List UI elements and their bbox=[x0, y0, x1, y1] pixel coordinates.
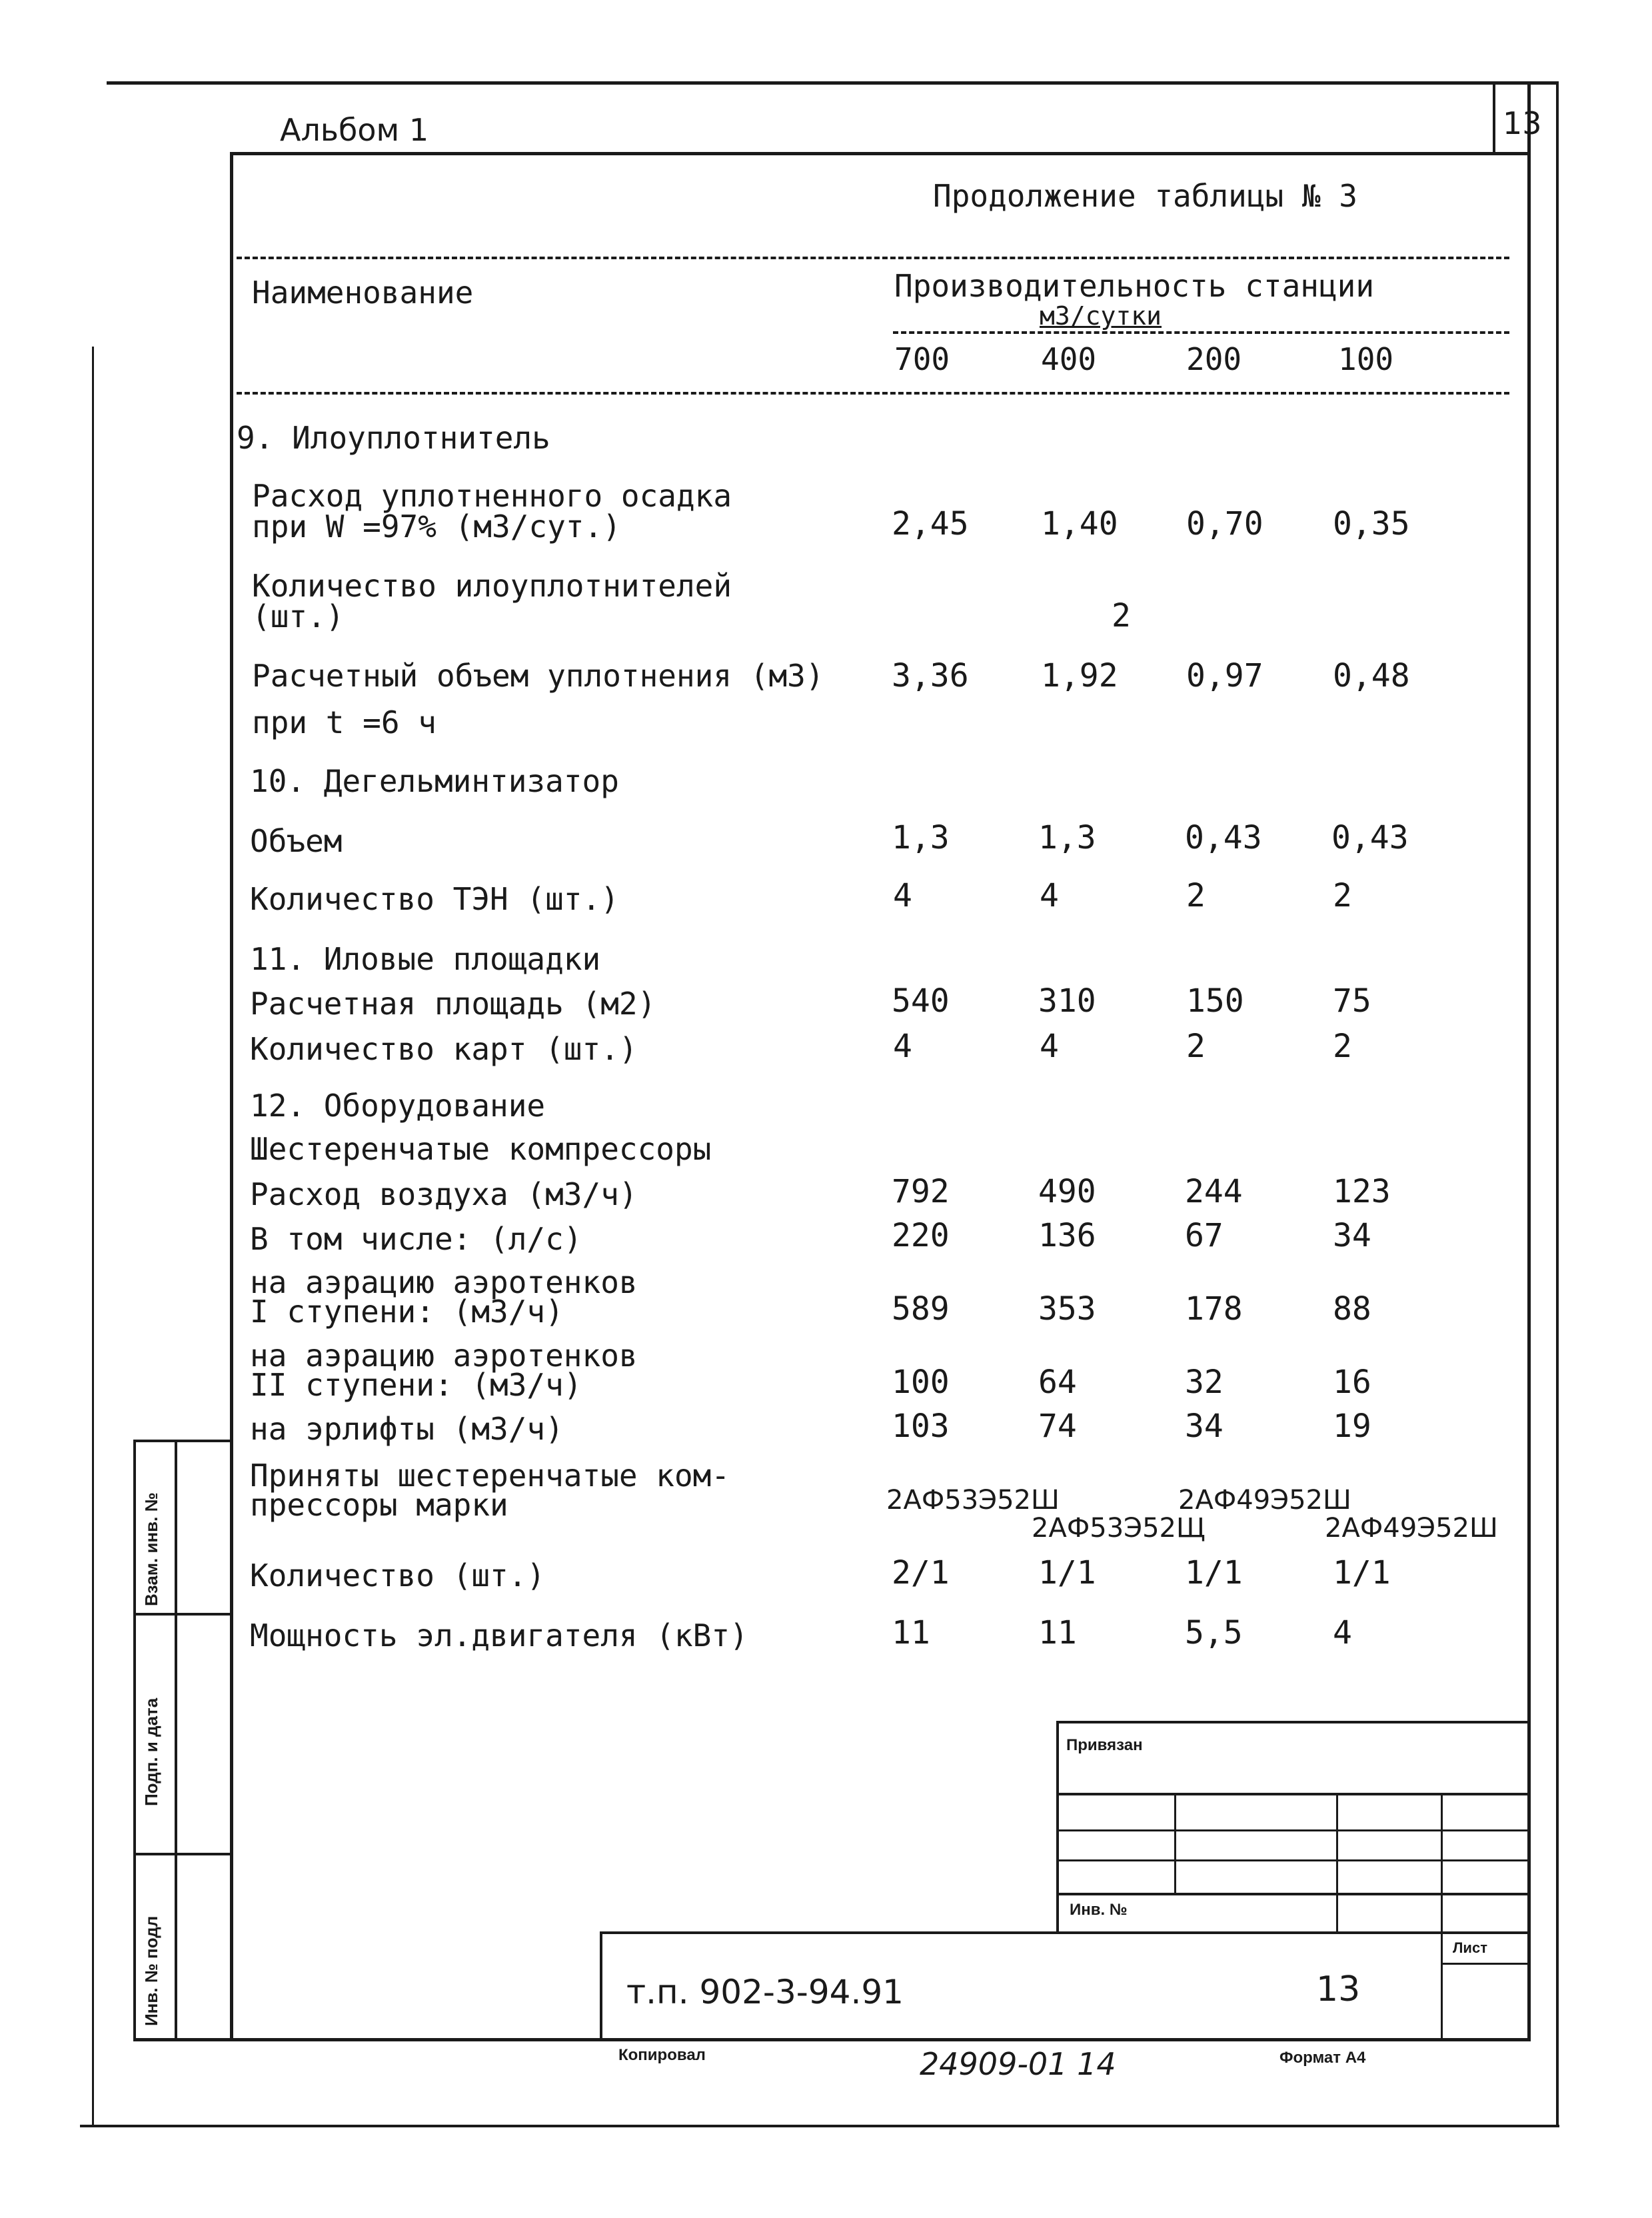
row-label: Расчетная площадь (м2) bbox=[250, 986, 656, 1022]
inner-top-border bbox=[230, 152, 1529, 155]
capacity-sub-dash bbox=[893, 331, 1509, 334]
compressor-model: 2АФ53Э52Щ bbox=[1032, 1513, 1206, 1544]
cell-value: 2 bbox=[1186, 1028, 1206, 1065]
cell-value: 4 bbox=[1333, 1614, 1352, 1652]
capacity-header-line2: м3/сутки bbox=[1040, 301, 1162, 331]
outer-top-border bbox=[107, 81, 1556, 85]
section-11-title: 11. Иловые площадки bbox=[250, 941, 601, 977]
stamp-col3 bbox=[1441, 1793, 1443, 2039]
cell-value: 1,3 bbox=[1038, 819, 1096, 856]
album-label: Альбом 1 bbox=[280, 112, 429, 148]
document-code: т.п. 902-3-94.91 bbox=[626, 1973, 904, 2011]
sidebar-inv-podl-label: Инв. № подл bbox=[141, 1915, 161, 2026]
cell-value: 103 bbox=[892, 1408, 950, 1445]
row-label: (шт.) bbox=[252, 598, 345, 634]
archive-number: 24909-01 14 bbox=[920, 2046, 1116, 2082]
row-label: на эрлифты (м3/ч) bbox=[250, 1411, 564, 1447]
table-continuation-title: Продолжение таблицы № 3 bbox=[933, 178, 1357, 214]
outer-right-border bbox=[1556, 81, 1559, 2127]
row-label: Количество илоуплотнителей bbox=[252, 568, 732, 604]
row-label: Объем bbox=[250, 823, 343, 859]
stamp-col1 bbox=[1174, 1793, 1176, 1893]
header-top-dash bbox=[237, 257, 1509, 259]
cell-value: 2,45 bbox=[892, 505, 969, 543]
stamp-row1 bbox=[1056, 1793, 1529, 1795]
cell-value: 75 bbox=[1333, 982, 1371, 1020]
stamp-row3 bbox=[1056, 1859, 1529, 1861]
row-label: на аэрацию аэротенков bbox=[250, 1264, 638, 1300]
sidebar-podp-label: Подп. и дата bbox=[141, 1697, 161, 1806]
cell-value: 589 bbox=[892, 1290, 950, 1328]
compressor-model: 2АФ49Э52Ш bbox=[1325, 1513, 1498, 1544]
cell-value: 136 bbox=[1038, 1217, 1096, 1254]
cell-value: 4 bbox=[893, 877, 912, 914]
code-box-top bbox=[600, 1931, 1529, 1934]
cell-value: 3,36 bbox=[892, 657, 969, 694]
sidebar-mid bbox=[175, 1440, 177, 2039]
cell-value-span: 2 bbox=[1112, 597, 1131, 634]
cell-value: 2 bbox=[1333, 1028, 1352, 1065]
inv-no-label: Инв. № bbox=[1070, 1901, 1128, 1919]
stamp-top bbox=[1056, 1721, 1529, 1723]
stamp-col2 bbox=[1336, 1793, 1338, 1933]
cell-value: 1,3 bbox=[892, 819, 950, 856]
row-label: на аэрацию аэротенков bbox=[250, 1338, 638, 1374]
sidebar-div1 bbox=[133, 1613, 232, 1616]
cell-value: 0,97 bbox=[1186, 657, 1263, 694]
sidebar-left bbox=[133, 1440, 136, 2039]
name-column-header: Наименование bbox=[252, 275, 474, 311]
cell-value: 123 bbox=[1333, 1173, 1391, 1210]
cell-value: 1/1 bbox=[1038, 1554, 1096, 1592]
col-200: 200 bbox=[1186, 341, 1242, 377]
row-label: В том числе: (л/с) bbox=[250, 1221, 582, 1257]
privyazan-label: Привязан bbox=[1066, 1736, 1143, 1754]
cell-value: 1/1 bbox=[1185, 1554, 1243, 1592]
row-label: Количество ТЭН (шт.) bbox=[250, 881, 619, 917]
cell-value: 2 bbox=[1186, 877, 1206, 914]
sidebar-top bbox=[133, 1440, 232, 1442]
section-9-title: 9. Илоуплотнитель bbox=[237, 420, 550, 456]
cell-value: 11 bbox=[892, 1614, 930, 1652]
inner-left-border bbox=[230, 152, 233, 2041]
sheet-box-divider bbox=[1441, 1963, 1529, 1965]
copied-label: Копировал bbox=[618, 2046, 706, 2064]
cell-value: 19 bbox=[1333, 1408, 1371, 1445]
row-label: Мощность эл.двигателя (кВт) bbox=[250, 1618, 748, 1654]
cell-value: 540 bbox=[892, 982, 950, 1020]
cell-value: 4 bbox=[1040, 877, 1059, 914]
cell-value: 1/1 bbox=[1333, 1554, 1391, 1592]
row-label: Приняты шестеренчатые ком- bbox=[250, 1458, 730, 1494]
cell-value: 490 bbox=[1038, 1173, 1096, 1210]
row-label: II ступени: (м3/ч) bbox=[250, 1367, 582, 1403]
cell-value: 220 bbox=[892, 1217, 950, 1254]
cell-value: 310 bbox=[1038, 982, 1096, 1020]
cell-value: 4 bbox=[893, 1028, 912, 1065]
row-label: Количество (шт.) bbox=[250, 1558, 546, 1594]
cell-value: 1,92 bbox=[1041, 657, 1118, 694]
cell-value: 74 bbox=[1038, 1408, 1077, 1445]
cell-value: 34 bbox=[1185, 1408, 1224, 1445]
capacity-header-line1: Производительность станции bbox=[894, 268, 1375, 304]
cell-value: 5,5 bbox=[1185, 1614, 1243, 1652]
corner-box-left bbox=[1493, 81, 1495, 153]
row-label: Шестеренчатые компрессоры bbox=[250, 1131, 712, 1167]
row-label: при t =6 ч bbox=[252, 704, 436, 740]
outer-bottom-border bbox=[80, 2125, 1559, 2127]
compressor-model: 2АФ49Э52Ш bbox=[1178, 1485, 1351, 1516]
stamp-left bbox=[1056, 1721, 1059, 1934]
row-label: прессоры марки bbox=[250, 1487, 508, 1523]
cell-value: 244 bbox=[1185, 1173, 1243, 1210]
section-12-title: 12. Оборудование bbox=[250, 1088, 546, 1124]
cell-value: 0,35 bbox=[1333, 505, 1410, 543]
cell-value: 0,48 bbox=[1333, 657, 1410, 694]
cell-value: 2 bbox=[1333, 877, 1352, 914]
format-label: Формат А4 bbox=[1279, 2049, 1366, 2067]
row-label: Расход воздуха (м3/ч) bbox=[250, 1176, 638, 1212]
sheet-label: Лист bbox=[1453, 1939, 1487, 1956]
cell-value: 100 bbox=[892, 1364, 950, 1401]
sidebar-div2 bbox=[133, 1853, 232, 1855]
inner-right-border bbox=[1527, 81, 1531, 2041]
row-label: Количество карт (шт.) bbox=[250, 1031, 638, 1067]
stamp-row4 bbox=[1056, 1893, 1529, 1895]
cell-value: 353 bbox=[1038, 1290, 1096, 1328]
outer-left-stub bbox=[92, 347, 94, 2126]
cell-value: 150 bbox=[1186, 982, 1244, 1020]
cell-value: 178 bbox=[1185, 1290, 1243, 1328]
stamp-row2 bbox=[1056, 1829, 1529, 1831]
cell-value: 1,40 bbox=[1041, 505, 1118, 543]
page-corner-number: 13 bbox=[1503, 105, 1542, 141]
row-label: Расчетный объем уплотнения (м3) bbox=[252, 658, 824, 694]
cell-value: 0,43 bbox=[1331, 819, 1409, 856]
section-10-title: 10. Дегельминтизатор bbox=[250, 763, 619, 799]
col-700: 700 bbox=[894, 341, 950, 377]
sheet-number: 13 bbox=[1316, 1969, 1361, 2009]
row-label: при W =97% (м3/сут.) bbox=[252, 509, 621, 545]
inner-bottom-border bbox=[133, 2038, 1531, 2041]
cell-value: 11 bbox=[1038, 1614, 1077, 1652]
col-100: 100 bbox=[1338, 341, 1394, 377]
cell-value: 0,43 bbox=[1185, 819, 1262, 856]
cell-value: 2/1 bbox=[892, 1554, 950, 1592]
cell-value: 16 bbox=[1333, 1364, 1371, 1401]
cell-value: 4 bbox=[1040, 1028, 1059, 1065]
col-400: 400 bbox=[1041, 341, 1097, 377]
cell-value: 0,70 bbox=[1186, 505, 1263, 543]
cell-value: 67 bbox=[1185, 1217, 1224, 1254]
row-label: I ступени: (м3/ч) bbox=[250, 1294, 564, 1330]
cell-value: 64 bbox=[1038, 1364, 1077, 1401]
sidebar-vzam-label: Взам. инв. № bbox=[141, 1492, 161, 1606]
compressor-model: 2АФ53Э52Ш bbox=[886, 1485, 1060, 1516]
row-label: Расход уплотненного осадка bbox=[252, 478, 732, 514]
code-box-left bbox=[600, 1931, 602, 2039]
cell-value: 792 bbox=[892, 1173, 950, 1210]
header-bottom-dash bbox=[237, 392, 1509, 395]
cell-value: 88 bbox=[1333, 1290, 1371, 1328]
cell-value: 34 bbox=[1333, 1217, 1371, 1254]
cell-value: 32 bbox=[1185, 1364, 1224, 1401]
